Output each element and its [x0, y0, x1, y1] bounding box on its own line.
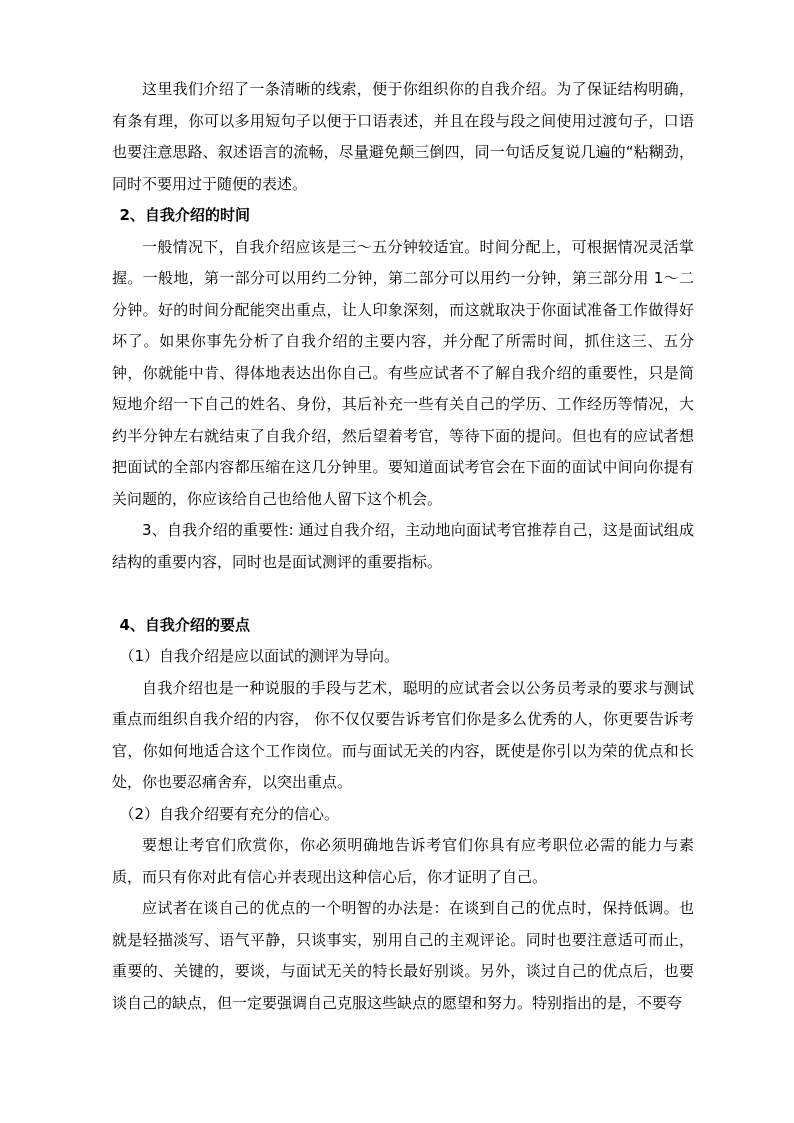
subheading-point-2: （2）自我介绍要有充分的信心。 — [119, 804, 340, 823]
paragraph-persuasion: 自我介绍也是一种说服的手段与艺术，聪明的应试者会以公务员考录的要求与测试重点而组织自我介绍的内容， 你不仅仅要告诉考官们你是多么优秀的人，你更要告诉考官，你如何地适合这个工作岗位。而与面试无关的内容，既使是你引以为荣的优点和长处，你也要忍痛舍弃，以突出重点。 — [112, 678, 694, 791]
heading-key-points: 4、自我介绍的要点 — [119, 615, 250, 634]
heading-self-intro-time: 2、自我介绍的时间 — [119, 206, 250, 224]
document-body — [112, 74, 694, 1019]
paragraph-time-allocation: 一般情况下，自我介绍应该是三～五分钟较适宜。时间分配上，可根据情况灵活掌握。一般地，第一部分可以用约二分钟，第二部分可以用约一分钟，第三部分用 1～二分钟。好的时间分配能突出重点，让人印象深刻，而这就取决于你面试准备工作做得好坏了。如果你事先分析了自我介绍的主要内容，并分配了所需时间，抓住这三、五分钟，你就能中肯、得体地表达出你自己。有些应试者不了解自我介绍的重要性，只是简短地介绍一下自己的姓名、身份，其后补充一些有关自己的学历、工作经历等情况，大约半分钟左右就结束了自我介绍，然后望着考官，等待下面的提问。但也有的应试者想把面试的全部内容都压缩在这几分钟里。要知道面试考官会在下面的面试中间向你提有关问题的，你应该给自己也给他人留下这个机会。 — [112, 237, 694, 508]
paragraph-strengths: 应试者在谈自己的优点的一个明智的办法是：在谈到自己的优点时，保持低调。也就是轻描淡写、语气平静，只谈事实，别用自己的主观评论。同时也要注意适可而止，重要的、关键的，要谈，与面试无关的特长最好别谈。另外，谈过自己的优点后，也要谈自己的缺点，但一定要强调自己克服这些缺点的愿望和努力。特别指出的是，不要夸 — [112, 899, 694, 1012]
paragraph-confidence: 要想让考官们欣赏你，你必须明确地告诉考官们你具有应考职位必需的能力与素质，而只有你对此有信心并表现出这种信心后，你才证明了自己。 — [112, 836, 694, 886]
paragraph-clear-outline: 这里我们介绍了一条清晰的线索，便于你组织你的自我介绍。为了保证结构明确，有条有理，你可以多用短句子以便于口语表述，并且在段与段之间使用过渡句子，口语也要注意思路、叙述语言的流畅，尽量避免颠三倒四，同一句话反复说几遍的“粘糊劲，同时不要用过于随便的表述。 — [112, 80, 694, 193]
paragraph-importance: 3、自我介绍的重要性: 通过自我介绍，主动地向面试考官推荐自己，这是面试组成结构的重要内容，同时也是面试测评的重要指标。 — [112, 521, 694, 571]
subheading-point-1: （1）自我介绍是应以面试的测评为导向。 — [119, 647, 400, 665]
